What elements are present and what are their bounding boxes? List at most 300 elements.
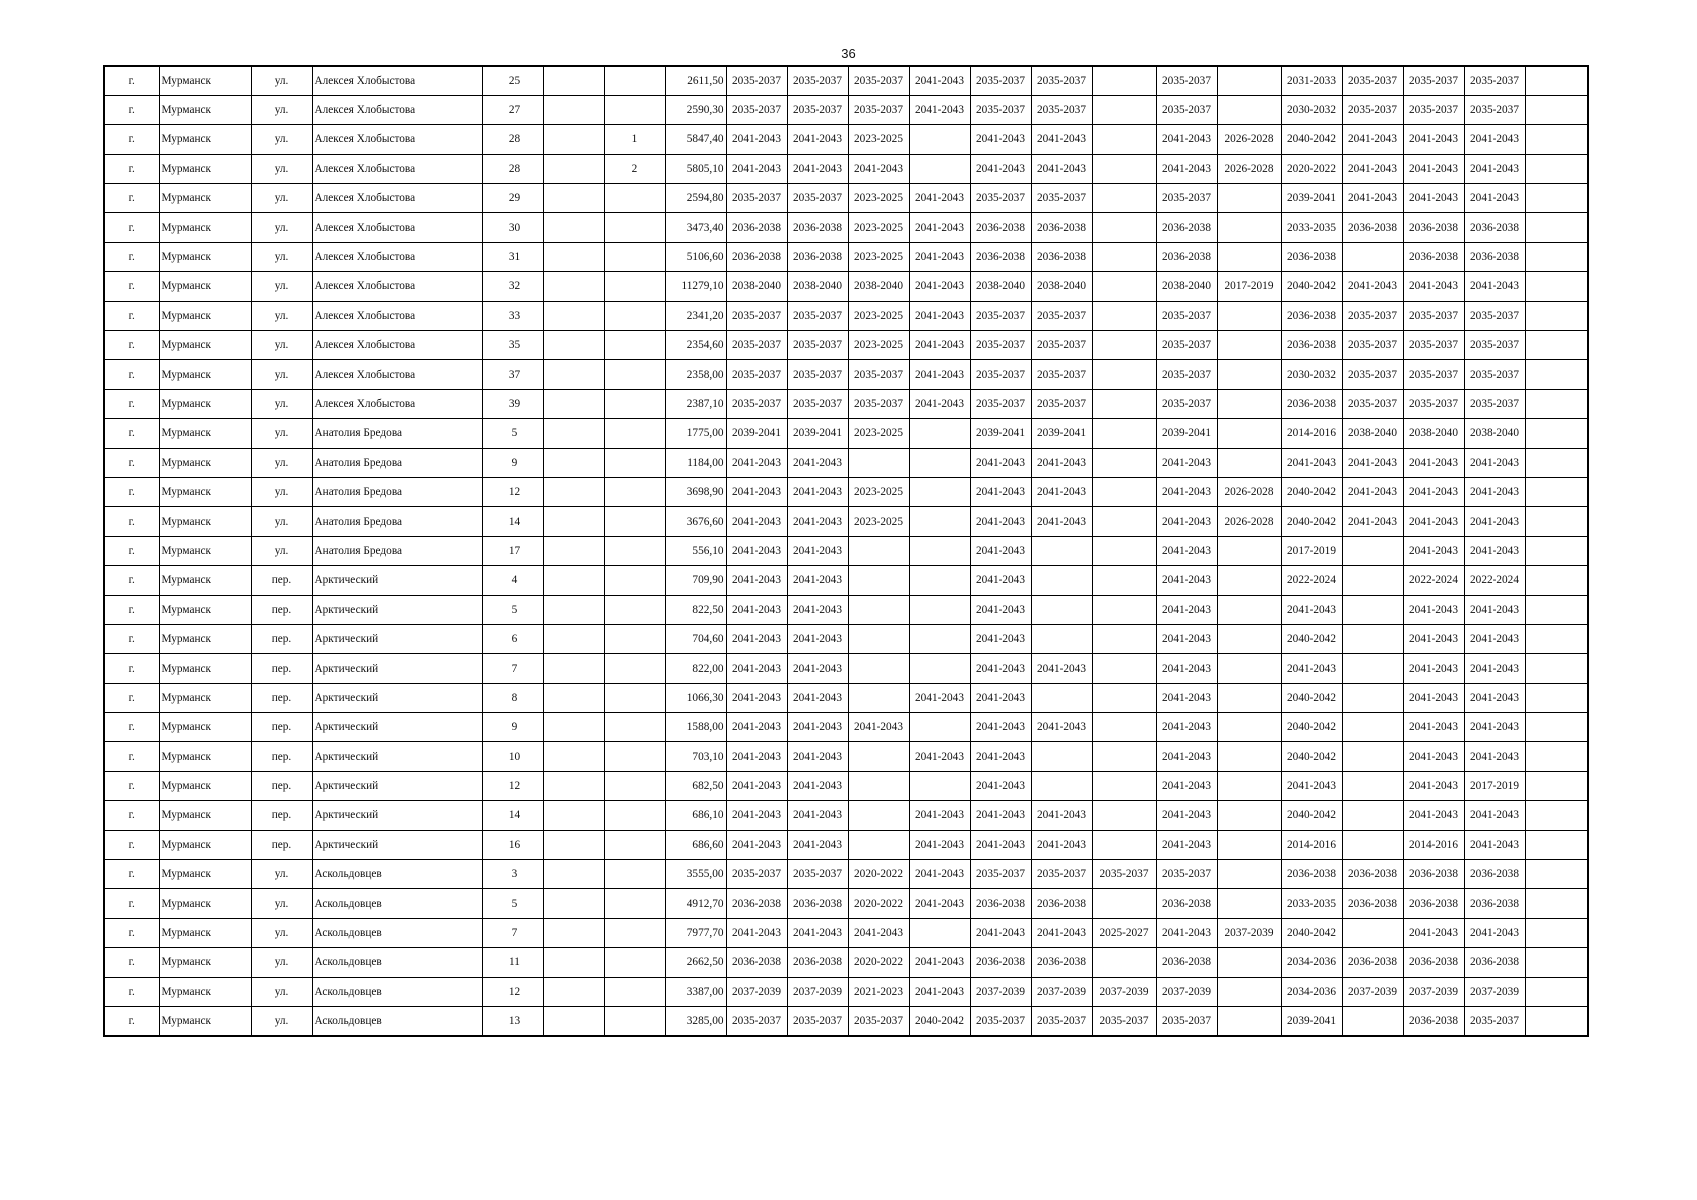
cell-street: Аскольдовцев <box>312 889 482 918</box>
cell-y7 <box>1092 389 1156 418</box>
cell-y10: 2030-2032 <box>1281 95 1342 124</box>
cell-y2: 2041-2043 <box>787 566 848 595</box>
cell-y11 <box>1342 742 1403 771</box>
cell-y2: 2035-2037 <box>787 860 848 889</box>
cell-street: Арктический <box>312 566 482 595</box>
cell-y6: 2035-2037 <box>1031 360 1092 389</box>
cell-y2: 2041-2043 <box>787 801 848 830</box>
cell-y1: 2035-2037 <box>726 360 787 389</box>
cell-y7 <box>1092 507 1156 536</box>
cell-y3: 2041-2043 <box>848 713 909 742</box>
cell-y13: 2035-2037 <box>1464 95 1525 124</box>
cell-y5: 2041-2043 <box>970 477 1031 506</box>
cell-y13: 2037-2039 <box>1464 977 1525 1006</box>
cell-y4 <box>909 477 970 506</box>
cell-type: г. <box>104 419 159 448</box>
cell-house: 9 <box>482 448 543 477</box>
cell-y2: 2039-2041 <box>787 419 848 448</box>
cell-y7: 2035-2037 <box>1092 1007 1156 1036</box>
cell-y8: 2035-2037 <box>1156 389 1217 418</box>
cell-letter <box>604 654 665 683</box>
cell-y12: 2041-2043 <box>1403 918 1464 947</box>
cell-house: 6 <box>482 624 543 653</box>
cell-city: Мурманск <box>159 889 251 918</box>
cell-y1: 2039-2041 <box>726 419 787 448</box>
cell-y10: 2040-2042 <box>1281 918 1342 947</box>
cell-y4 <box>909 713 970 742</box>
cell-letter <box>604 889 665 918</box>
cell-street: Алексея Хлобыстова <box>312 331 482 360</box>
cell-y11: 2035-2037 <box>1342 360 1403 389</box>
cell-corpus <box>543 272 604 301</box>
cell-y4: 2041-2043 <box>909 66 970 95</box>
cell-y4: 2041-2043 <box>909 889 970 918</box>
cell-y1: 2041-2043 <box>726 654 787 683</box>
cell-city: Мурманск <box>159 154 251 183</box>
cell-y6: 2035-2037 <box>1031 389 1092 418</box>
cell-corpus <box>543 389 604 418</box>
cell-corpus <box>543 507 604 536</box>
cell-letter <box>604 771 665 800</box>
cell-y2: 2041-2043 <box>787 125 848 154</box>
cell-letter <box>604 977 665 1006</box>
cell-y2: 2035-2037 <box>787 389 848 418</box>
cell-city: Мурманск <box>159 713 251 742</box>
cell-y1: 2038-2040 <box>726 272 787 301</box>
cell-y3: 2023-2025 <box>848 477 909 506</box>
cell-corpus <box>543 830 604 859</box>
cell-y3 <box>848 566 909 595</box>
cell-street-type: ул. <box>251 184 312 213</box>
cell-y3: 2035-2037 <box>848 1007 909 1036</box>
cell-corpus <box>543 977 604 1006</box>
cell-house: 37 <box>482 360 543 389</box>
cell-y11 <box>1342 918 1403 947</box>
cell-y7 <box>1092 331 1156 360</box>
cell-city: Мурманск <box>159 272 251 301</box>
cell-house: 28 <box>482 154 543 183</box>
cell-y10: 2034-2036 <box>1281 948 1342 977</box>
cell-street: Анатолия Бредова <box>312 507 482 536</box>
cell-y10: 2039-2041 <box>1281 184 1342 213</box>
cell-y4: 2041-2043 <box>909 331 970 360</box>
cell-y12: 2035-2037 <box>1403 66 1464 95</box>
cell-city: Мурманск <box>159 95 251 124</box>
cell-house: 3 <box>482 860 543 889</box>
table-body <box>104 66 1588 1036</box>
cell-y12: 2041-2043 <box>1403 801 1464 830</box>
cell-house: 32 <box>482 272 543 301</box>
cell-y8: 2036-2038 <box>1156 213 1217 242</box>
cell-y8: 2035-2037 <box>1156 1007 1217 1036</box>
cell-house: 14 <box>482 507 543 536</box>
cell-street-type: ул. <box>251 154 312 183</box>
cell-corpus <box>543 125 604 154</box>
cell-type: г. <box>104 595 159 624</box>
cell-letter: 1 <box>604 125 665 154</box>
cell-city: Мурманск <box>159 948 251 977</box>
cell-y2: 2041-2043 <box>787 771 848 800</box>
cell-letter <box>604 713 665 742</box>
cell-type: г. <box>104 948 159 977</box>
cell-y9 <box>1217 95 1281 124</box>
cell-y5: 2035-2037 <box>970 301 1031 330</box>
cell-y8: 2041-2043 <box>1156 566 1217 595</box>
cell-y14 <box>1525 1007 1588 1036</box>
cell-y12: 2035-2037 <box>1403 301 1464 330</box>
cell-y14 <box>1525 918 1588 947</box>
table-row <box>104 419 1588 448</box>
cell-y2: 2035-2037 <box>787 301 848 330</box>
cell-y6: 2035-2037 <box>1031 860 1092 889</box>
cell-y12: 2041-2043 <box>1403 154 1464 183</box>
cell-y1: 2041-2043 <box>726 595 787 624</box>
cell-y2: 2035-2037 <box>787 360 848 389</box>
cell-y9 <box>1217 389 1281 418</box>
cell-y10: 2036-2038 <box>1281 860 1342 889</box>
cell-area: 2662,50 <box>665 948 726 977</box>
cell-y6: 2038-2040 <box>1031 272 1092 301</box>
cell-letter <box>604 595 665 624</box>
cell-area: 822,00 <box>665 654 726 683</box>
cell-type: г. <box>104 125 159 154</box>
cell-house: 35 <box>482 331 543 360</box>
cell-y6 <box>1031 683 1092 712</box>
cell-y10: 2040-2042 <box>1281 125 1342 154</box>
cell-corpus <box>543 742 604 771</box>
cell-y14 <box>1525 331 1588 360</box>
cell-street: Анатолия Бредова <box>312 536 482 565</box>
cell-y10: 2040-2042 <box>1281 801 1342 830</box>
cell-y11: 2041-2043 <box>1342 507 1403 536</box>
cell-street: Алексея Хлобыстова <box>312 272 482 301</box>
cell-y14 <box>1525 301 1588 330</box>
cell-y14 <box>1525 948 1588 977</box>
cell-y1: 2035-2037 <box>726 301 787 330</box>
cell-street-type: пер. <box>251 742 312 771</box>
cell-y10: 2040-2042 <box>1281 742 1342 771</box>
cell-house: 31 <box>482 242 543 271</box>
cell-area: 556,10 <box>665 536 726 565</box>
cell-y9 <box>1217 830 1281 859</box>
cell-y5: 2035-2037 <box>970 331 1031 360</box>
cell-y1: 2041-2043 <box>726 830 787 859</box>
cell-y6: 2041-2043 <box>1031 713 1092 742</box>
cell-y3 <box>848 595 909 624</box>
cell-city: Мурманск <box>159 918 251 947</box>
cell-y3: 2023-2025 <box>848 242 909 271</box>
cell-y3: 2035-2037 <box>848 360 909 389</box>
cell-type: г. <box>104 771 159 800</box>
cell-y11 <box>1342 595 1403 624</box>
cell-y4 <box>909 654 970 683</box>
cell-y8: 2041-2043 <box>1156 801 1217 830</box>
cell-house: 16 <box>482 830 543 859</box>
cell-y9: 2017-2019 <box>1217 272 1281 301</box>
cell-y4 <box>909 154 970 183</box>
cell-type: г. <box>104 977 159 1006</box>
cell-y8: 2041-2043 <box>1156 154 1217 183</box>
cell-y7 <box>1092 95 1156 124</box>
cell-y9 <box>1217 184 1281 213</box>
cell-y2: 2041-2043 <box>787 624 848 653</box>
cell-street-type: ул. <box>251 213 312 242</box>
cell-y8: 2035-2037 <box>1156 95 1217 124</box>
cell-y9 <box>1217 595 1281 624</box>
cell-y9 <box>1217 742 1281 771</box>
cell-corpus <box>543 771 604 800</box>
cell-street-type: ул. <box>251 448 312 477</box>
cell-y6: 2037-2039 <box>1031 977 1092 1006</box>
cell-y12: 2041-2043 <box>1403 536 1464 565</box>
cell-y8: 2038-2040 <box>1156 272 1217 301</box>
cell-street-type: пер. <box>251 830 312 859</box>
cell-y2: 2035-2037 <box>787 95 848 124</box>
cell-y8: 2041-2043 <box>1156 536 1217 565</box>
cell-y14 <box>1525 771 1588 800</box>
cell-street-type: ул. <box>251 331 312 360</box>
cell-corpus <box>543 624 604 653</box>
cell-y3: 2023-2025 <box>848 184 909 213</box>
cell-letter <box>604 331 665 360</box>
cell-y9 <box>1217 889 1281 918</box>
table-row <box>104 95 1588 124</box>
cell-y10: 2041-2043 <box>1281 771 1342 800</box>
cell-type: г. <box>104 536 159 565</box>
cell-y4: 2041-2043 <box>909 301 970 330</box>
cell-street: Алексея Хлобыстова <box>312 213 482 242</box>
cell-y4: 2041-2043 <box>909 742 970 771</box>
cell-city: Мурманск <box>159 184 251 213</box>
cell-y5: 2041-2043 <box>970 830 1031 859</box>
cell-y3: 2023-2025 <box>848 301 909 330</box>
cell-y2: 2035-2037 <box>787 66 848 95</box>
cell-house: 12 <box>482 977 543 1006</box>
cell-y12: 2035-2037 <box>1403 331 1464 360</box>
cell-corpus <box>543 536 604 565</box>
cell-letter <box>604 242 665 271</box>
cell-corpus <box>543 213 604 242</box>
cell-y3: 2038-2040 <box>848 272 909 301</box>
cell-y13: 2036-2038 <box>1464 860 1525 889</box>
cell-y11: 2035-2037 <box>1342 331 1403 360</box>
cell-y13: 2036-2038 <box>1464 889 1525 918</box>
cell-y14 <box>1525 566 1588 595</box>
cell-y2: 2041-2043 <box>787 536 848 565</box>
cell-y14 <box>1525 683 1588 712</box>
cell-y1: 2041-2043 <box>726 624 787 653</box>
cell-y13: 2035-2037 <box>1464 66 1525 95</box>
cell-letter <box>604 507 665 536</box>
cell-house: 5 <box>482 889 543 918</box>
cell-y11: 2035-2037 <box>1342 301 1403 330</box>
cell-y13: 2017-2019 <box>1464 771 1525 800</box>
cell-y6: 2035-2037 <box>1031 301 1092 330</box>
cell-street: Арктический <box>312 830 482 859</box>
cell-y6: 2039-2041 <box>1031 419 1092 448</box>
cell-y1: 2035-2037 <box>726 860 787 889</box>
cell-y13: 2038-2040 <box>1464 419 1525 448</box>
cell-y3 <box>848 624 909 653</box>
cell-y7 <box>1092 624 1156 653</box>
cell-area: 686,10 <box>665 801 726 830</box>
cell-y9 <box>1217 213 1281 242</box>
cell-type: г. <box>104 889 159 918</box>
cell-y6 <box>1031 536 1092 565</box>
cell-y4: 2041-2043 <box>909 184 970 213</box>
table-row <box>104 125 1588 154</box>
cell-y5: 2041-2043 <box>970 654 1031 683</box>
cell-y9 <box>1217 948 1281 977</box>
cell-area: 5805,10 <box>665 154 726 183</box>
cell-y10: 2036-2038 <box>1281 389 1342 418</box>
cell-type: г. <box>104 624 159 653</box>
cell-area: 11279,10 <box>665 272 726 301</box>
cell-y1: 2035-2037 <box>726 389 787 418</box>
cell-y3: 2035-2037 <box>848 95 909 124</box>
cell-area: 2341,20 <box>665 301 726 330</box>
cell-type: г. <box>104 801 159 830</box>
table-row <box>104 860 1588 889</box>
cell-y9 <box>1217 713 1281 742</box>
cell-area: 2358,00 <box>665 360 726 389</box>
cell-y2: 2041-2043 <box>787 507 848 536</box>
cell-y4: 2040-2042 <box>909 1007 970 1036</box>
cell-y12: 2036-2038 <box>1403 242 1464 271</box>
cell-type: г. <box>104 448 159 477</box>
cell-letter <box>604 448 665 477</box>
cell-y12: 2036-2038 <box>1403 860 1464 889</box>
cell-corpus <box>543 419 604 448</box>
cell-y11: 2038-2040 <box>1342 419 1403 448</box>
cell-y9 <box>1217 801 1281 830</box>
cell-y3: 2023-2025 <box>848 125 909 154</box>
cell-area: 3285,00 <box>665 1007 726 1036</box>
cell-street: Арктический <box>312 683 482 712</box>
cell-y9 <box>1217 977 1281 1006</box>
cell-corpus <box>543 713 604 742</box>
cell-y4: 2041-2043 <box>909 683 970 712</box>
cell-y7 <box>1092 242 1156 271</box>
cell-city: Мурманск <box>159 1007 251 1036</box>
cell-area: 3473,40 <box>665 213 726 242</box>
cell-y5: 2035-2037 <box>970 66 1031 95</box>
cell-y10: 2040-2042 <box>1281 624 1342 653</box>
cell-y8: 2041-2043 <box>1156 507 1217 536</box>
cell-corpus <box>543 95 604 124</box>
cell-y9 <box>1217 566 1281 595</box>
table-row <box>104 683 1588 712</box>
cell-city: Мурманск <box>159 242 251 271</box>
cell-y3: 2023-2025 <box>848 213 909 242</box>
cell-house: 7 <box>482 654 543 683</box>
cell-type: г. <box>104 683 159 712</box>
cell-y13: 2041-2043 <box>1464 507 1525 536</box>
cell-street-type: пер. <box>251 771 312 800</box>
cell-y6 <box>1031 624 1092 653</box>
cell-y9 <box>1217 66 1281 95</box>
cell-area: 3555,00 <box>665 860 726 889</box>
cell-letter <box>604 95 665 124</box>
cell-y3: 2021-2023 <box>848 977 909 1006</box>
table-row <box>104 242 1588 271</box>
cell-street-type: ул. <box>251 66 312 95</box>
cell-type: г. <box>104 331 159 360</box>
cell-y9 <box>1217 624 1281 653</box>
cell-street: Алексея Хлобыстова <box>312 301 482 330</box>
cell-y3: 2020-2022 <box>848 860 909 889</box>
cell-corpus <box>543 654 604 683</box>
cell-area: 4912,70 <box>665 889 726 918</box>
cell-y4 <box>909 918 970 947</box>
cell-y14 <box>1525 66 1588 95</box>
cell-y3: 2041-2043 <box>848 154 909 183</box>
cell-y14 <box>1525 272 1588 301</box>
cell-area: 5106,60 <box>665 242 726 271</box>
cell-city: Мурманск <box>159 536 251 565</box>
cell-y4: 2041-2043 <box>909 830 970 859</box>
cell-y6: 2035-2037 <box>1031 95 1092 124</box>
cell-y7 <box>1092 448 1156 477</box>
cell-y4 <box>909 448 970 477</box>
cell-y8: 2041-2043 <box>1156 595 1217 624</box>
cell-y4 <box>909 419 970 448</box>
cell-y4 <box>909 507 970 536</box>
cell-y9 <box>1217 536 1281 565</box>
cell-y2: 2036-2038 <box>787 213 848 242</box>
cell-area: 704,60 <box>665 624 726 653</box>
cell-corpus <box>543 566 604 595</box>
cell-y10: 2040-2042 <box>1281 477 1342 506</box>
cell-y11 <box>1342 242 1403 271</box>
cell-street-type: пер. <box>251 801 312 830</box>
cell-y1: 2041-2043 <box>726 566 787 595</box>
cell-y7 <box>1092 742 1156 771</box>
cell-y8: 2036-2038 <box>1156 948 1217 977</box>
housing-repair-schedule-table <box>103 65 1589 1037</box>
cell-y3: 2023-2025 <box>848 419 909 448</box>
cell-y11 <box>1342 801 1403 830</box>
cell-y13: 2041-2043 <box>1464 477 1525 506</box>
cell-street-type: ул. <box>251 477 312 506</box>
cell-street: Арктический <box>312 713 482 742</box>
cell-y12: 2022-2024 <box>1403 566 1464 595</box>
cell-corpus <box>543 360 604 389</box>
cell-y8: 2041-2043 <box>1156 713 1217 742</box>
cell-y14 <box>1525 977 1588 1006</box>
cell-y7 <box>1092 948 1156 977</box>
cell-street: Алексея Хлобыстова <box>312 95 482 124</box>
cell-street: Алексея Хлобыстова <box>312 154 482 183</box>
cell-y13: 2041-2043 <box>1464 918 1525 947</box>
cell-y7 <box>1092 536 1156 565</box>
cell-y14 <box>1525 213 1588 242</box>
table-row <box>104 389 1588 418</box>
cell-y1: 2036-2038 <box>726 889 787 918</box>
cell-y8: 2035-2037 <box>1156 184 1217 213</box>
cell-y12: 2014-2016 <box>1403 830 1464 859</box>
cell-y13: 2041-2043 <box>1464 125 1525 154</box>
cell-street-type: ул. <box>251 301 312 330</box>
table-row <box>104 566 1588 595</box>
cell-street-type: ул. <box>251 948 312 977</box>
cell-y4 <box>909 125 970 154</box>
cell-y8: 2036-2038 <box>1156 889 1217 918</box>
cell-corpus <box>543 477 604 506</box>
cell-y12: 2036-2038 <box>1403 1007 1464 1036</box>
table-row <box>104 301 1588 330</box>
cell-y10: 2014-2016 <box>1281 830 1342 859</box>
